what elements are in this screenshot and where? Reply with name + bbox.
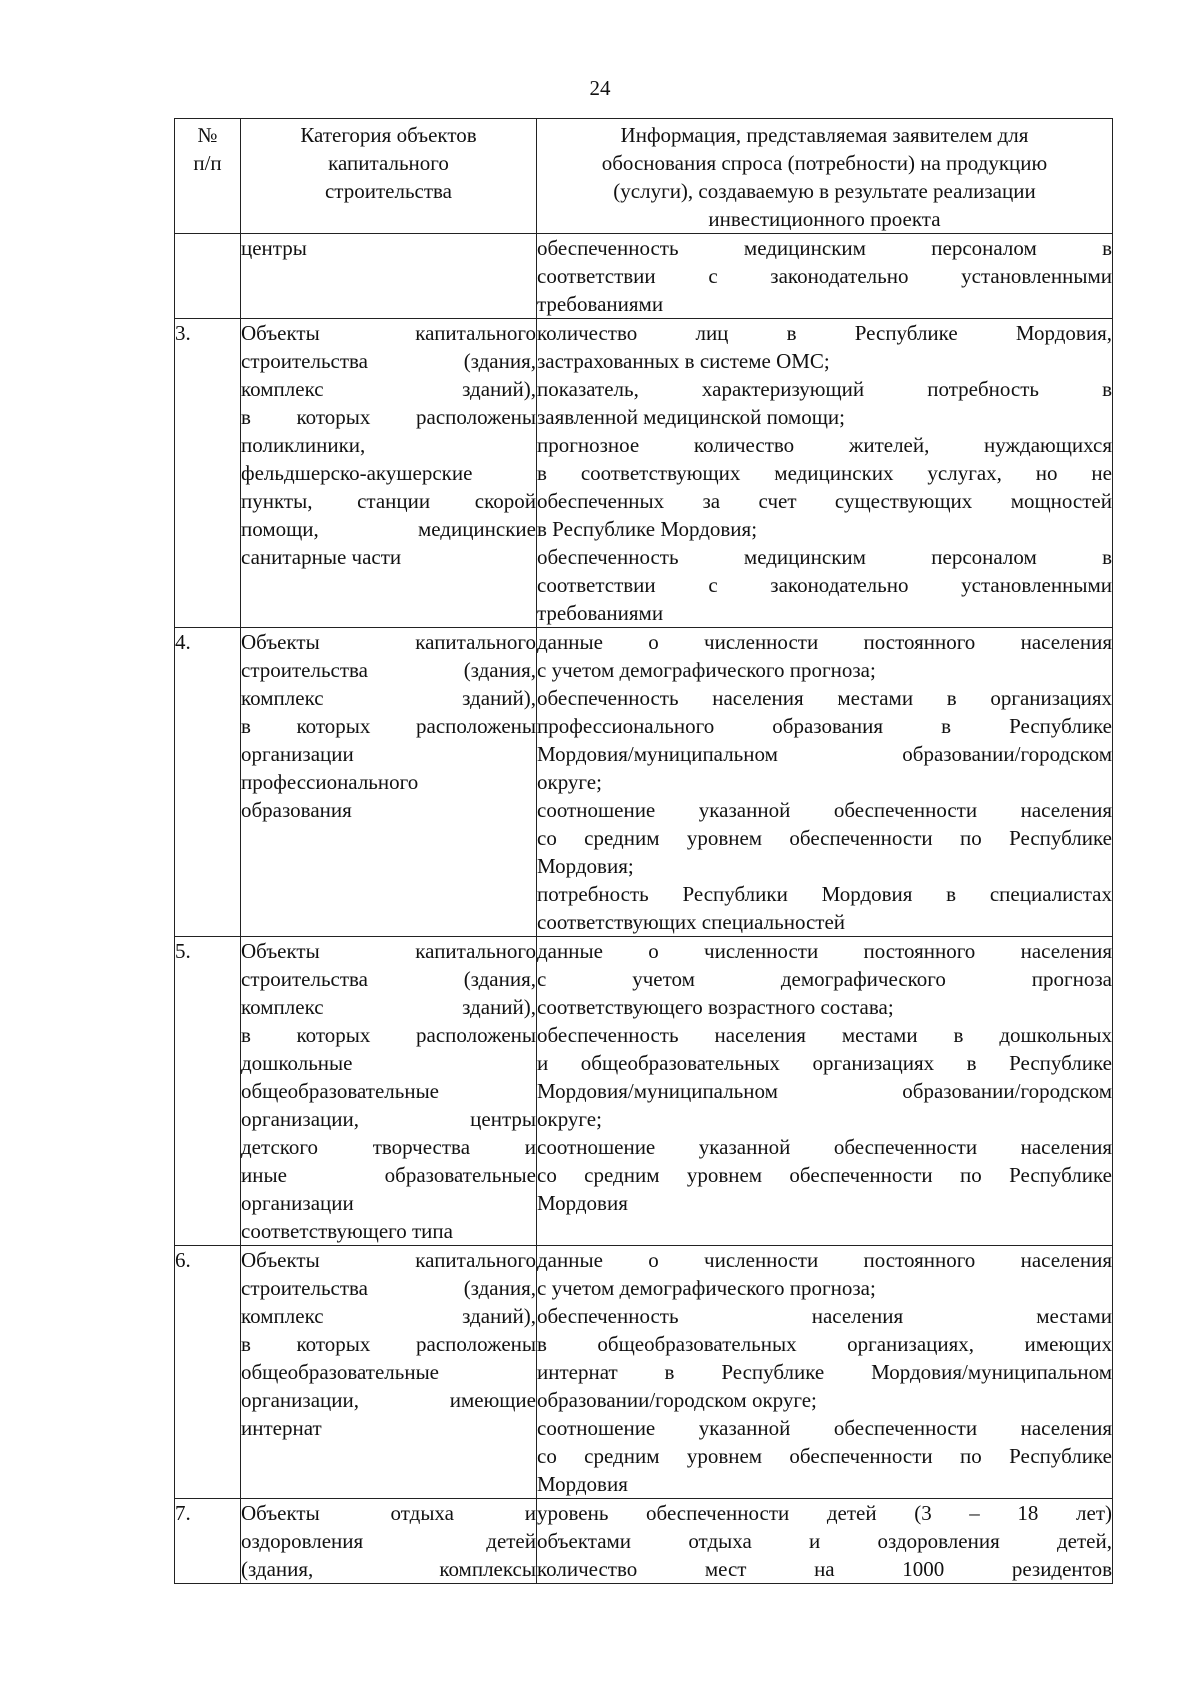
category-line: образования <box>241 798 352 822</box>
table-body <box>175 234 1113 1584</box>
header-category-text: Категория объектов капитального строительства <box>300 123 477 203</box>
info-paragraph <box>537 796 1112 880</box>
row-number: 7. <box>175 1499 241 1584</box>
category-line: организации, центры <box>241 1107 536 1131</box>
category-line: организации, имеющие <box>241 1388 536 1412</box>
info-line: с учетом демографического прогноза; <box>537 1276 876 1300</box>
info-line: Мордовия <box>537 1472 628 1496</box>
info-line: и общеобразовательных организациях в Республике <box>537 1051 1112 1075</box>
info-paragraph <box>537 1021 1112 1133</box>
info-line: соотношение указанной обеспеченности населения <box>537 1416 1112 1440</box>
category-line: помощи, медицинские <box>241 517 536 541</box>
page-number: 24 <box>589 76 611 100</box>
category-line: строительства (здания, <box>241 967 536 991</box>
category-line: Объекты капитального <box>241 630 536 654</box>
header-info-text: Информация, представляемая заявителем для обоснования спроса (потребности) на продукцию (услуги), создаваемую в результате реализации инвестиционного проекта <box>601 123 1048 231</box>
category-line: иные образовательные <box>241 1163 536 1187</box>
row-category <box>241 319 537 628</box>
row-category <box>241 937 537 1246</box>
category-line: Объекты капитального <box>241 1248 536 1272</box>
category-line: в которых расположены <box>241 1023 536 1047</box>
table-row <box>175 937 1113 1246</box>
info-paragraph <box>537 1133 1112 1217</box>
info-line: Мордовия <box>537 1191 628 1215</box>
info-line: требованиями <box>537 601 664 625</box>
info-paragraph <box>537 1246 1112 1302</box>
row-category <box>241 1499 537 1584</box>
info-line: в соответствующих медицинских услугах, но не <box>537 461 1112 485</box>
table-row <box>175 1499 1113 1584</box>
category-line: комплекс зданий), <box>241 686 536 710</box>
info-line: с учетом демографического прогноза <box>537 967 1112 991</box>
category-line: (здания, комплексы <box>241 1557 536 1581</box>
category-line: соответствующего типа <box>241 1219 453 1243</box>
info-paragraph <box>537 1302 1112 1414</box>
category-line: пункты, станции скорой <box>241 489 536 513</box>
info-line: застрахованных в системе ОМС; <box>537 349 830 373</box>
category-line: санитарные части <box>241 545 402 569</box>
info-line: со средним уровнем обеспеченности по Республике <box>537 826 1112 850</box>
header-number <box>175 119 241 234</box>
row-info <box>537 1499 1113 1584</box>
category-line: детского творчества и <box>241 1135 536 1159</box>
row-info <box>537 319 1113 628</box>
info-line: количество мест на 1000 резидентов <box>537 1557 1112 1581</box>
category-line: поликлиники, <box>241 433 366 457</box>
info-line: со средним уровнем обеспеченности по Республике <box>537 1163 1112 1187</box>
info-paragraph <box>537 1499 1112 1583</box>
row-category <box>241 1246 537 1499</box>
info-line: в Республике Мордовия; <box>537 517 758 541</box>
row-number: 5. <box>175 937 241 1246</box>
row-number <box>175 234 241 319</box>
row-info <box>537 234 1113 319</box>
table-row <box>175 319 1113 628</box>
row-number: 3. <box>175 319 241 628</box>
row-number: 6. <box>175 1246 241 1499</box>
info-line: обеспеченность медицинским персоналом в <box>537 236 1112 260</box>
info-line: показатель, характеризующий потребность в <box>537 377 1112 401</box>
info-line: соответствующего возрастного состава; <box>537 995 894 1019</box>
info-line: данные о численности постоянного населения <box>537 630 1112 654</box>
info-line: уровень обеспеченности детей (3 – 18 лет) <box>537 1501 1112 1525</box>
info-line: количество лиц в Республике Мордовия, <box>537 321 1112 345</box>
info-line: данные о численности постоянного населения <box>537 1248 1112 1272</box>
info-paragraph <box>537 1414 1112 1498</box>
investment-criteria-table <box>174 118 1113 1584</box>
info-line: Мордовия/муниципальном образовании/городском <box>537 742 1112 766</box>
category-line: в которых расположены <box>241 714 536 738</box>
info-line: в общеобразовательных организациях, имеющих <box>537 1332 1112 1356</box>
row-info <box>537 1246 1113 1499</box>
table-row <box>175 234 1113 319</box>
category-line: строительства (здания, <box>241 349 536 373</box>
category-line: общеобразовательные <box>241 1079 439 1103</box>
info-line: обеспеченность медицинским персоналом в <box>537 545 1112 569</box>
info-line: профессионального образования в Республике <box>537 714 1112 738</box>
info-line: прогнозное количество жителей, нуждающихся <box>537 433 1112 457</box>
row-info <box>537 937 1113 1246</box>
info-paragraph <box>537 937 1112 1021</box>
info-paragraph <box>537 880 1112 936</box>
info-line: соответствии с законодательно установленными <box>537 573 1112 597</box>
info-line: данные о численности постоянного населения <box>537 939 1112 963</box>
category-line: профессионального <box>241 770 419 794</box>
category-line: общеобразовательные <box>241 1360 439 1384</box>
category-line: строительства (здания, <box>241 658 536 682</box>
info-line: потребность Республики Мордовия в специалистах <box>537 882 1112 906</box>
info-line: интернат в Республике Мордовия/муниципальном <box>537 1360 1112 1384</box>
category-line: комплекс зданий), <box>241 1304 536 1328</box>
category-line: интернат <box>241 1416 322 1440</box>
table-row <box>175 1246 1113 1499</box>
info-line: требованиями <box>537 292 664 316</box>
category-line: организации <box>241 1191 354 1215</box>
info-line: объектами отдыха и оздоровления детей, <box>537 1529 1112 1553</box>
info-line: со средним уровнем обеспеченности по Республике <box>537 1444 1112 1468</box>
info-paragraph <box>537 628 1112 684</box>
info-line: обеспеченность населения местами <box>537 1304 1112 1328</box>
info-line: обеспеченность населения местами в организациях <box>537 686 1112 710</box>
category-line: Объекты капитального <box>241 939 536 963</box>
info-paragraph <box>537 375 1112 431</box>
row-info <box>537 628 1113 937</box>
info-line: образовании/городском округе; <box>537 1388 817 1412</box>
info-line: округе; <box>537 1107 602 1131</box>
info-line: обеспеченных за счет существующих мощностей <box>537 489 1112 513</box>
header-category <box>241 119 537 234</box>
info-paragraph <box>537 319 1112 375</box>
row-number: 4. <box>175 628 241 937</box>
info-line: округе; <box>537 770 602 794</box>
info-paragraph <box>537 234 1112 318</box>
category-line: Объекты отдыха и <box>241 1501 536 1525</box>
info-line: Мордовия; <box>537 854 634 878</box>
info-line: обеспеченность населения местами в дошкольных <box>537 1023 1112 1047</box>
category-line: строительства (здания, <box>241 1276 536 1300</box>
category-line: дошкольные <box>241 1051 353 1075</box>
category-line: организации <box>241 742 354 766</box>
info-line: Мордовия/муниципальном образовании/городском <box>537 1079 1112 1103</box>
info-line: с учетом демографического прогноза; <box>537 658 876 682</box>
header-info <box>537 119 1113 234</box>
info-paragraph <box>537 543 1112 627</box>
table-row <box>175 628 1113 937</box>
table-header-row <box>175 119 1113 234</box>
row-category <box>241 628 537 937</box>
category-line: оздоровления детей <box>241 1529 536 1553</box>
info-line: соответствии с законодательно установленными <box>537 264 1112 288</box>
info-line: заявленной медицинской помощи; <box>537 405 845 429</box>
category-line: комплекс зданий), <box>241 995 536 1019</box>
category-line: Объекты капитального <box>241 321 536 345</box>
category-line: центры <box>241 236 307 260</box>
row-category <box>241 234 537 319</box>
category-line: в которых расположены <box>241 405 536 429</box>
info-paragraph <box>537 431 1112 543</box>
info-line: соотношение указанной обеспеченности населения <box>537 798 1112 822</box>
info-paragraph <box>537 684 1112 796</box>
category-line: фельдшерско-акушерские <box>241 461 473 485</box>
category-line: в которых расположены <box>241 1332 536 1356</box>
category-line: комплекс зданий), <box>241 377 536 401</box>
info-line: соответствующих специальностей <box>537 910 846 934</box>
info-line: соотношение указанной обеспеченности населения <box>537 1135 1112 1159</box>
header-number-text: № п/п <box>193 123 222 175</box>
